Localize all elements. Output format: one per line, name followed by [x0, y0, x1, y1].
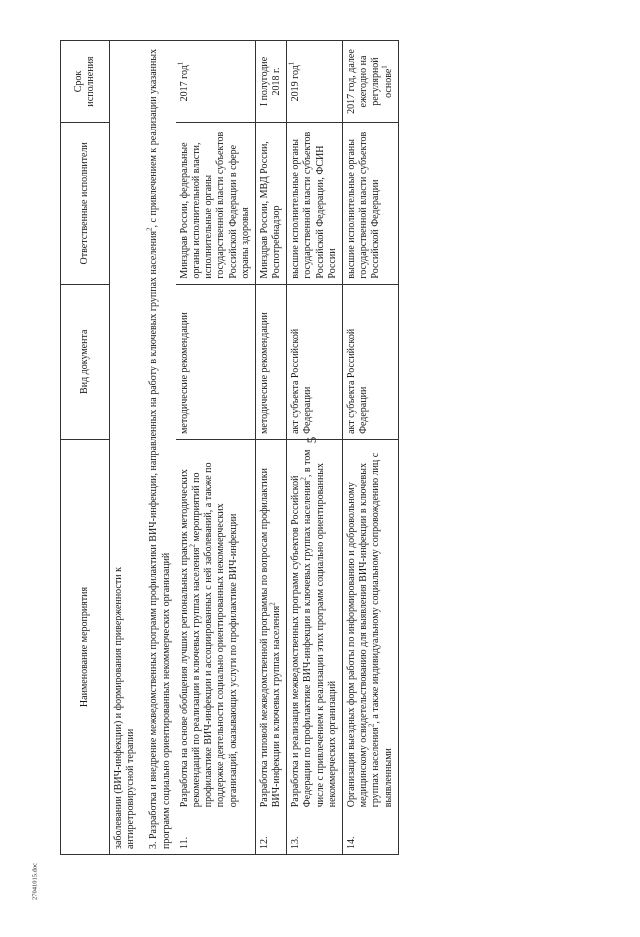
table-row	[343, 41, 399, 855]
activity-text: Организация выездных форм работы по информированию и добровольному медицинскому освидетельствованию для выявления ВИЧ-инфекции в ключевых группах населения	[346, 463, 382, 808]
activity-text: Разработка типовой межведомственной программы по вопросам профилактики ВИЧ-инфекции в ключевых группах населения	[258, 468, 283, 808]
term-text: 2019 год	[290, 65, 302, 102]
term-footnote: 1	[380, 65, 389, 69]
term-text: I полугодие 2018 г.	[258, 56, 283, 107]
activity-text: Разработка на основе обобщения лучших региональных практик методических рекомендаций по реализации в ключевых группах населения	[178, 469, 202, 808]
page-number: 5	[304, 436, 319, 444]
activity-text-tail: мероприятий по профилактике ВИЧ-инфекции и ассоциированных с ней заболеваний, а также по поддержке деятельности социально ориентированных некоммерческих организаций, оказывающих услуги по профилактике ВИЧ-инфекции	[190, 462, 239, 808]
row-number: 14.	[343, 812, 399, 854]
row-activity	[287, 439, 343, 812]
section-title-cell	[145, 41, 175, 855]
row-executors: Минздрав России, МВД России, Роспотребнадзор	[255, 123, 286, 285]
header-term: Срок исполнения	[61, 41, 110, 123]
row-document: методические рекомендации	[176, 284, 256, 439]
activity-footnote: 2	[300, 477, 309, 481]
file-name: 27041015.doc	[31, 863, 39, 901]
row-number: 13.	[287, 812, 343, 854]
continuation-cell	[110, 41, 146, 855]
row-term	[343, 41, 399, 123]
row-document: акт субъекта Российской Федерации	[343, 284, 399, 439]
continuation-row	[110, 41, 146, 855]
section-title-footnote: 2	[146, 227, 155, 231]
row-executors: высшие исполнительные органы государственной власти субъектов Российской Федерации	[343, 123, 399, 285]
row-document: методические рекомендации	[255, 284, 286, 439]
activity-footnote: 2	[268, 602, 277, 606]
section-title-tail: , с привлечением к реализации указанных программ социально ориентированных некоммерческих организаций	[148, 48, 172, 849]
row-activity	[176, 439, 256, 812]
row-activity	[255, 439, 286, 812]
activity-footnote: 2	[368, 723, 377, 728]
activity-text: Разработка и реализация межведомственных программ субъектов Российской Федерации по профилактике ВИЧ-инфекции в ключевых группах населения	[290, 475, 314, 808]
header-activity: Наименование мероприятия	[61, 439, 110, 854]
activity-text-tail: , а также индивидуальному социальному сопровождению лиц с выявленными	[370, 452, 394, 808]
term-footnote: 1	[176, 61, 185, 66]
measures-table	[60, 40, 399, 855]
row-term	[176, 41, 256, 123]
row-activity	[343, 439, 399, 812]
term-footnote: 1	[287, 61, 296, 66]
row-executors: высшие исполнительные органы государственной власти субъектов Российской Федерации, ФСИН России	[287, 123, 343, 285]
header-document: Вид документа	[61, 284, 110, 439]
continuation-text: заболевании (ВИЧ-инфекции) и формирования приверженности к антиретровирусной терапии	[113, 567, 137, 849]
table-row	[287, 41, 343, 855]
activity-footnote: 2	[188, 544, 197, 548]
rotated-table-sheet	[60, 40, 570, 855]
term-text: 2017 год	[178, 65, 190, 102]
section-row	[145, 41, 175, 855]
row-term	[255, 41, 286, 123]
header-executors: Ответственные исполнители	[61, 123, 110, 285]
row-term	[287, 41, 343, 123]
row-executors: Минздрав России, федеральные органы исполнительной власти, исполнительные органы государственной власти субъектов Российской Федерации в сфере охраны здоровья	[176, 123, 256, 285]
table-header-row	[61, 41, 110, 855]
row-number: 11.	[176, 812, 256, 854]
row-document: акт субъекта Российской Федерации	[287, 284, 343, 439]
table-row	[255, 41, 286, 855]
row-number: 12.	[255, 812, 286, 854]
table-row	[176, 41, 256, 855]
activity-text-tail: , в том числе с привлечением к реализации этих программ социально ориентированных некоммерческих организаций	[302, 449, 338, 808]
section-title: 3. Разработка и внедрение межведомственных программ профилактики ВИЧ-инфекции, направленных на работу в ключевых группах населения	[148, 230, 160, 849]
term-text: 2017 год, далее ежегодно на регулярной основе	[346, 49, 394, 114]
